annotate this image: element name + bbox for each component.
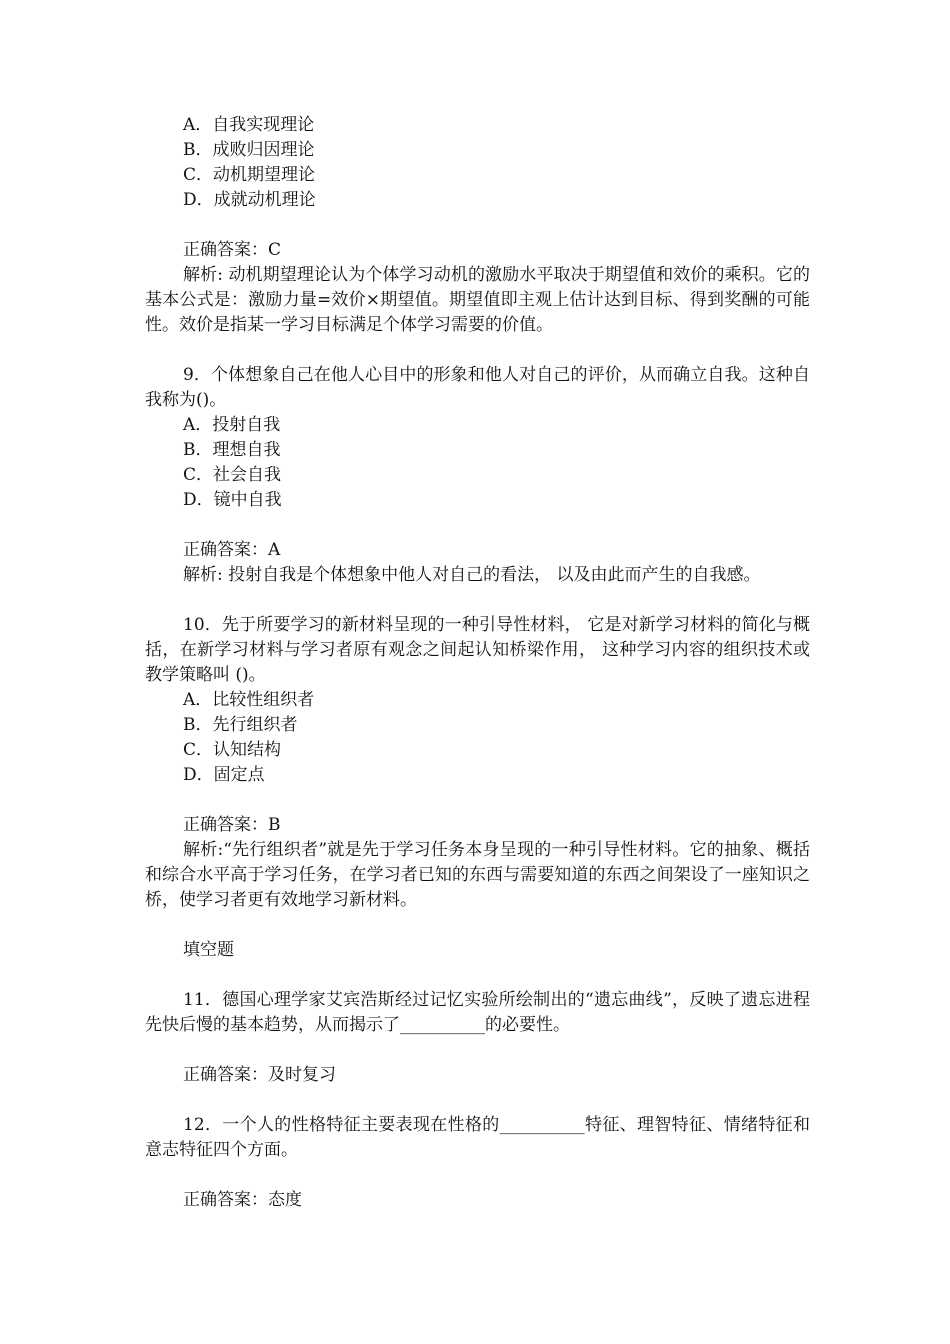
question-12 bbox=[145, 1113, 810, 1213]
option-a: A．自我实现理论 bbox=[183, 115, 315, 135]
option-c: C．社会自我 bbox=[183, 465, 282, 485]
question-text: 12．一个人的性格特征主要表现在性格的__________特征、理智特征、情绪特征和意志特征四个方面。 bbox=[145, 1115, 810, 1160]
option-b: B．先行组织者 bbox=[183, 715, 298, 735]
answer: 正确答案：B bbox=[183, 815, 281, 835]
spacer bbox=[145, 513, 810, 538]
question-text: 11．德国心理学家艾宾浩斯经过记忆实验所绘制出的“遗忘曲线”，反映了遗忘进程先快后慢的基本趋势，从而揭示了__________的必要性。 bbox=[145, 990, 810, 1035]
section-title: 填空题 bbox=[183, 940, 234, 960]
spacer bbox=[145, 913, 810, 938]
option-b: B．成败归因理论 bbox=[183, 140, 315, 160]
option-a: A．比较性组织者 bbox=[183, 690, 315, 710]
question-11 bbox=[145, 988, 810, 1088]
option-d: D．固定点 bbox=[183, 765, 265, 785]
option-a: A．投射自我 bbox=[183, 415, 281, 435]
answer: 正确答案：A bbox=[183, 540, 281, 560]
spacer bbox=[145, 788, 810, 813]
option-d: D．成就动机理论 bbox=[183, 190, 316, 210]
spacer bbox=[145, 1163, 810, 1188]
answer: 正确答案：C bbox=[183, 240, 282, 260]
question-10 bbox=[145, 613, 810, 913]
spacer bbox=[145, 963, 810, 988]
spacer bbox=[145, 338, 810, 363]
question-8 bbox=[145, 113, 810, 338]
analysis: 解析: 投射自我是个体想象中他人对自己的看法， 以及由此而产生的自我感。 bbox=[183, 565, 761, 585]
option-c: C．动机期望理论 bbox=[183, 165, 316, 185]
option-d: D．镜中自我 bbox=[183, 490, 282, 510]
spacer bbox=[145, 213, 810, 238]
answer: 正确答案：态度 bbox=[183, 1190, 302, 1210]
spacer bbox=[145, 1038, 810, 1063]
document-content bbox=[145, 113, 810, 1213]
analysis: 解析:“先行组织者”就是先于学习任务本身呈现的一种引导性材料。它的抽象、概括和综合水平高于学习任务，在学习者已知的东西与需要知道的东西之间架设了一座知识之桥，使学习者更有效地学习新材料。 bbox=[145, 840, 810, 910]
question-text: 10．先于所要学习的新材料呈现的一种引导性材料， 它是对新学习材料的简化与概括，在新学习材料与学习者原有观念之间起认知桥梁作用， 这种学习内容的组织技术或教学策略叫 ()。 bbox=[145, 615, 810, 685]
answer: 正确答案：及时复习 bbox=[183, 1065, 336, 1085]
question-9 bbox=[145, 363, 810, 588]
spacer bbox=[145, 588, 810, 613]
option-b: B．理想自我 bbox=[183, 440, 281, 460]
analysis: 解析: 动机期望理论认为个体学习动机的激励水平取决于期望值和效价的乘积。它的基本公式是：激励力量=效价×期望值。期望值即主观上估计达到目标、得到奖酬的可能性。效价是指某一学习目标满足个体学习需要的价值。 bbox=[145, 265, 810, 335]
option-c: C．认知结构 bbox=[183, 740, 282, 760]
spacer bbox=[145, 1088, 810, 1113]
question-text: 9．个体想象自己在他人心目中的形象和他人对自己的评价，从而确立自我。这种自我称为()。 bbox=[145, 365, 810, 410]
